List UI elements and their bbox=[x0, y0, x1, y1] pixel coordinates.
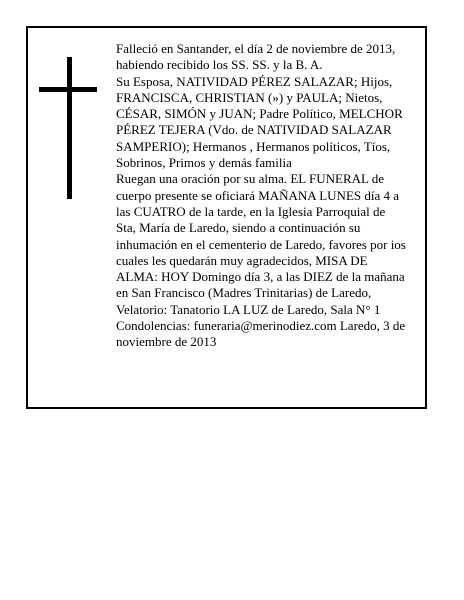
text-line: PÉREZ TEJERA (Vdo. de NATIVIDAD SALAZAR bbox=[116, 122, 392, 138]
text-line: cuales les quedarán muy agradecidos, MISA DE bbox=[116, 252, 368, 268]
text-line: Condolencias: funeraria@merinodiez.com Laredo, 3 de bbox=[116, 318, 406, 334]
text-line: cuerpo presente se oficiará MAÑANA LUNES día 4 a bbox=[116, 187, 400, 203]
text-line: SAMPERIO); Hermanos , Hermanos políticos, Tíos, bbox=[116, 138, 391, 154]
obituary-notice bbox=[26, 26, 427, 409]
text-line: las CUATRO de la tarde, en la Iglesia Parroquial de bbox=[116, 203, 386, 219]
text-line: Velatorio: Tanatorio LA LUZ de Laredo, Sala N° 1 bbox=[116, 301, 381, 317]
text-line: noviembre de 2013 bbox=[116, 334, 217, 350]
text-line: habiendo recibido los SS. SS. y la B. A. bbox=[116, 57, 323, 73]
cross-horizontal-bar bbox=[39, 87, 97, 92]
text-line: Falleció en Santander, el día 2 de noviembre de 2013, bbox=[116, 41, 396, 56]
text-line: FRANCISCA, CHRISTIAN (») y PAULA; Nietos, bbox=[116, 89, 383, 105]
text-line: ALMA: HOY Domingo día 3, a las DIEZ de la mañana bbox=[116, 269, 405, 285]
text-line: Sta, María de Laredo, siendo a continuación su bbox=[116, 220, 361, 236]
text-line: Ruegan una oración por su alma. EL FUNERAL de bbox=[116, 171, 384, 187]
cross-vertical-bar bbox=[67, 57, 72, 199]
text-line: CÉSAR, SIMÓN y JUAN; Padre Político, MELCHOR bbox=[116, 106, 403, 122]
text-line: en San Francisco (Madres Trinitarias) de Laredo, bbox=[116, 285, 372, 301]
text-line: Su Esposa, NATIVIDAD PÉREZ SALAZAR; Hijos, bbox=[116, 73, 393, 89]
text-line: Sobrinos, Primos y demás familia bbox=[116, 155, 292, 171]
obituary-text bbox=[116, 41, 421, 351]
text-line: inhumación en el cementerio de Laredo, favores por ios bbox=[116, 236, 406, 252]
